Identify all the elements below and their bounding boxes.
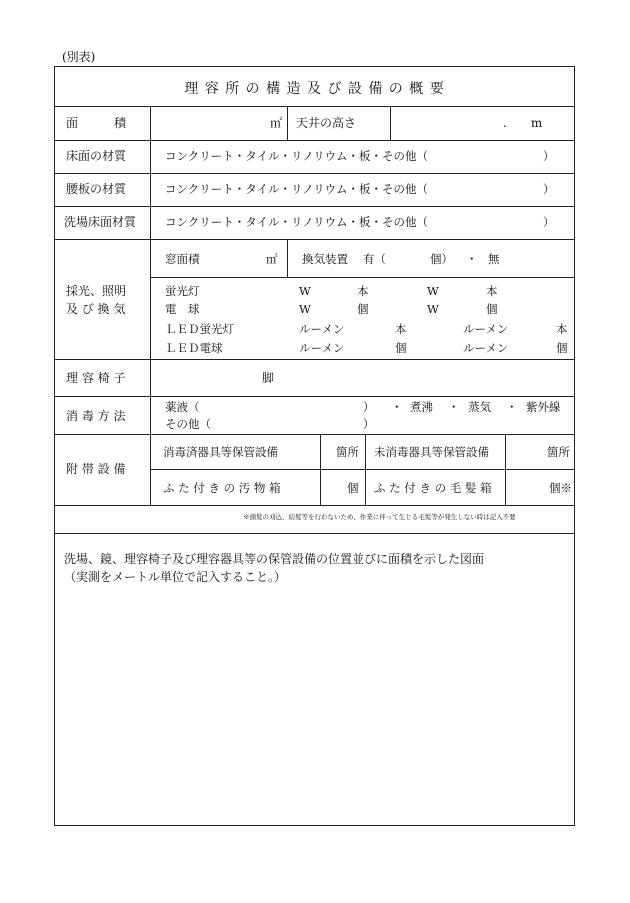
- method-dot: ・: [506, 400, 518, 414]
- label-column-line: [150, 106, 151, 505]
- window-area-label: 窓面積: [165, 252, 200, 266]
- form-title: 理 容 所 の 構 造 及 び 設 備 の 概 要: [184, 81, 445, 97]
- method-steam: 蒸気: [468, 400, 491, 414]
- diagram-note: （実測をメートル単位で記入すること。）: [64, 570, 287, 584]
- light-unit: ルーメン: [463, 322, 509, 336]
- wainscot-material-label: 腰板の材質: [66, 182, 127, 196]
- light-unit: W: [427, 284, 439, 298]
- light-type: 電 球: [165, 302, 200, 316]
- ventilation-dot: ・: [466, 252, 478, 266]
- light-unit: 本: [395, 322, 407, 336]
- chemical-start: 薬液（: [165, 400, 200, 414]
- other-end: ）: [363, 417, 375, 431]
- ceiling-height-label: 天井の高さ: [296, 116, 357, 130]
- waste-box-unit: 個: [347, 481, 359, 495]
- light-unit: 本: [357, 284, 369, 298]
- row-line: [150, 469, 575, 470]
- table-top-border: [54, 66, 575, 67]
- chairs-label: 理 容 椅 子: [66, 371, 126, 385]
- col-line: [365, 434, 366, 505]
- floor-material-label: 床面の材質: [66, 149, 127, 163]
- window-area-unit: ㎡: [266, 252, 278, 266]
- row-line: [54, 505, 575, 506]
- light-unit: ルーメン: [299, 322, 345, 336]
- light-type: ＬＥＤ蛍光灯: [165, 322, 234, 336]
- col-line: [287, 239, 288, 277]
- light-unit: ルーメン: [299, 341, 345, 355]
- method-dot: ・: [391, 400, 403, 414]
- footnote: ※頭髪の刈込、結髪等を行わないため、作業に伴って生じる毛髪等が発生しない時は記入不要: [243, 513, 516, 521]
- light-unit: 本: [486, 284, 498, 298]
- light-unit: W: [299, 302, 311, 316]
- ventilation-count-unit: 個）: [430, 252, 453, 266]
- method-boiling: 煮沸: [410, 400, 433, 414]
- table-bottom-border: [54, 825, 575, 826]
- other-start: その他（: [165, 417, 211, 431]
- light-unit: 個: [486, 302, 498, 316]
- row-line: [54, 140, 575, 141]
- disinfected-storage-unit: 箇所: [336, 445, 359, 459]
- light-unit: 本: [556, 322, 568, 336]
- undisinfected-storage-unit: 箇所: [547, 445, 570, 459]
- ceiling-height-value: . m: [503, 116, 543, 130]
- wash-floor-material-label: 洗場床面材質: [64, 215, 137, 229]
- row-line: [54, 359, 575, 360]
- hair-box-label: ふ た 付 き の 毛 髪 箱: [374, 481, 492, 495]
- light-unit: 個: [395, 341, 407, 355]
- row-line: [54, 533, 575, 534]
- wash-floor-material-options: コンクリート・タイル・リノリウム・板・その他（ ）: [165, 215, 555, 229]
- row-line: [54, 396, 575, 397]
- light-type: 蛍光灯: [165, 284, 200, 298]
- ventilation-none: 無: [488, 252, 500, 266]
- disinfected-storage-label: 消毒済器具等保管設備: [163, 445, 278, 459]
- col-line: [390, 106, 391, 140]
- light-unit: W: [427, 302, 439, 316]
- diagram-drawing-area[interactable]: [55, 590, 574, 824]
- row-line: [54, 206, 575, 207]
- col-line: [505, 434, 506, 505]
- method-uv: 紫外線: [526, 400, 561, 414]
- attachment-label: (別表): [62, 50, 96, 64]
- equipment-label: 附 帯 設 備: [66, 462, 126, 476]
- light-unit: ルーメン: [463, 341, 509, 355]
- row-line: [54, 106, 575, 107]
- light-unit: 個: [357, 302, 369, 316]
- col-line: [287, 106, 288, 140]
- row-line: [54, 173, 575, 174]
- floor-material-options: コンクリート・タイル・リノリウム・板・その他（ ）: [165, 149, 555, 163]
- row-line: [54, 434, 575, 435]
- table-right-border: [574, 66, 575, 826]
- area-unit: ㎡: [270, 116, 283, 130]
- disinfection-label: 消 毒 方 法: [66, 409, 126, 423]
- light-unit: 個: [556, 341, 568, 355]
- light-type: ＬＥＤ電球: [165, 341, 223, 355]
- ventilation-label: 換気装置: [302, 252, 348, 266]
- hair-box-unit: 個※: [549, 481, 572, 495]
- area-label: 面 積: [66, 116, 127, 130]
- chairs-unit: 脚: [262, 371, 275, 385]
- method-dot: ・: [448, 400, 460, 414]
- diagram-caption: 洗場、鏡、理容椅子及び理容器具等の保管設備の位置並びに面積を示した図面: [64, 552, 485, 566]
- ventilation-have: 有（: [363, 252, 386, 266]
- row-line: [54, 239, 575, 240]
- waste-box-label: ふ た 付 き の 汚 物 箱: [163, 481, 281, 495]
- undisinfected-storage-label: 未消毒器具等保管設備: [374, 445, 489, 459]
- col-line: [320, 434, 321, 505]
- row-line: [150, 277, 575, 278]
- lighting-label-line1: 採光、照明: [66, 284, 127, 298]
- wainscot-material-options: コンクリート・タイル・リノリウム・板・その他（ ）: [165, 182, 555, 196]
- lighting-label-line2: 及 び 換 気: [66, 302, 126, 316]
- chemical-end: ）: [363, 400, 375, 414]
- light-unit: W: [299, 284, 311, 298]
